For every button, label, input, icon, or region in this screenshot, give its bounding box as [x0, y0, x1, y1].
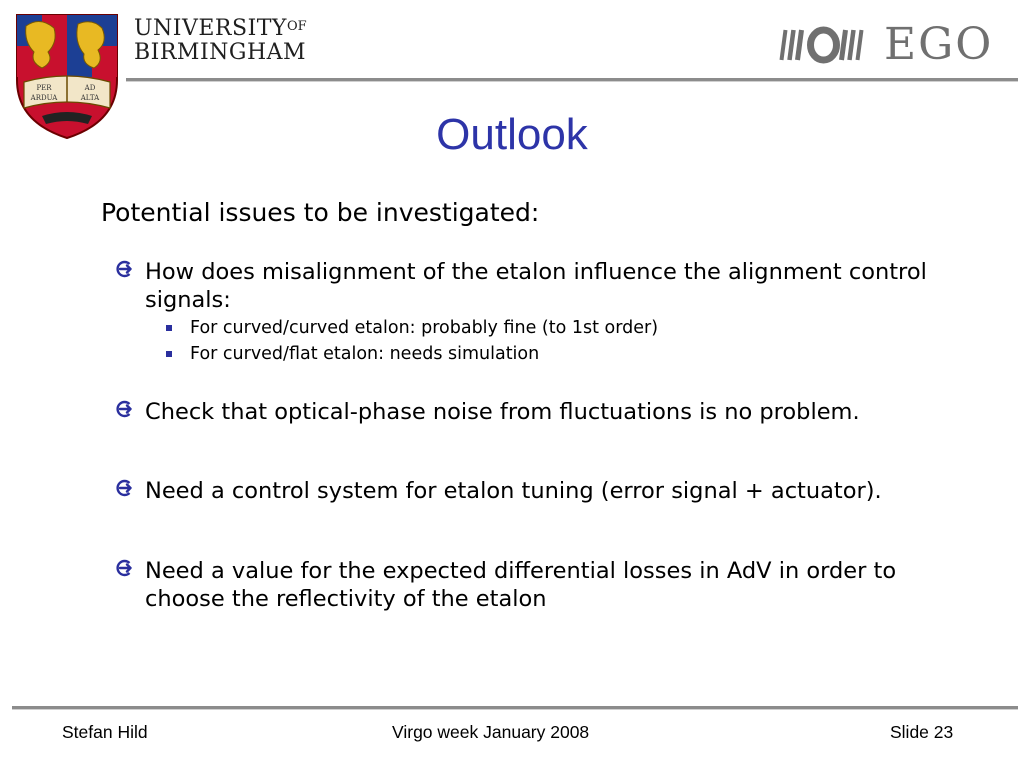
footer-divider-shadow [12, 709, 1018, 710]
bullet-item [145, 477, 965, 505]
footer-event: Virgo week January 2008 [392, 722, 590, 742]
bullet-text: Check that optical-phase noise from fluctuations is no problem. [145, 399, 860, 425]
bullet-text: Need a value for the expected differential losses in AdV in order to choose the reflectivity of the etalon [145, 558, 897, 612]
slide-title: Outlook [436, 110, 588, 159]
university-name [134, 17, 307, 65]
svg-text:PER: PER [36, 84, 52, 92]
circled-arrow-icon [115, 478, 135, 498]
footer-slide-number: Slide 23 [890, 722, 954, 742]
square-bullet-icon [166, 351, 172, 357]
lead-text: Potential issues to be investigated: [101, 198, 540, 227]
square-bullet-icon [166, 325, 172, 331]
bullet-text: Need a control system for etalon tuning (error signal + actuator). [145, 478, 882, 504]
university-of: OF [286, 19, 307, 34]
footer-author: Stefan Hild [62, 722, 148, 742]
bullet-item [145, 557, 965, 613]
svg-text:ALTA: ALTA [80, 94, 100, 102]
svg-text:AD: AD [84, 84, 96, 92]
circled-arrow-icon [115, 558, 135, 578]
sub-bullet-item [190, 343, 539, 365]
university-line-1: UNIVERSITY [134, 16, 287, 41]
bullet-text: How does misalignment of the etalon influence the alignment control signals: [145, 259, 927, 313]
ego-logo-text: EGO [884, 19, 994, 70]
svg-text:ARDUA: ARDUA [30, 94, 58, 102]
university-line-2: BIRMINGHAM [134, 40, 307, 65]
bullet-item [145, 258, 965, 314]
ego-logo-icon [772, 24, 897, 66]
sub-bullet-item [190, 317, 658, 339]
circled-arrow-icon [115, 399, 135, 419]
sub-bullet-text: For curved/flat etalon: needs simulation [190, 344, 540, 364]
sub-bullet-text: For curved/curved etalon: probably fine (to 1st order) [190, 318, 659, 338]
header-divider-shadow [126, 81, 1018, 82]
circled-arrow-icon [115, 259, 135, 279]
bullet-item [145, 398, 965, 426]
